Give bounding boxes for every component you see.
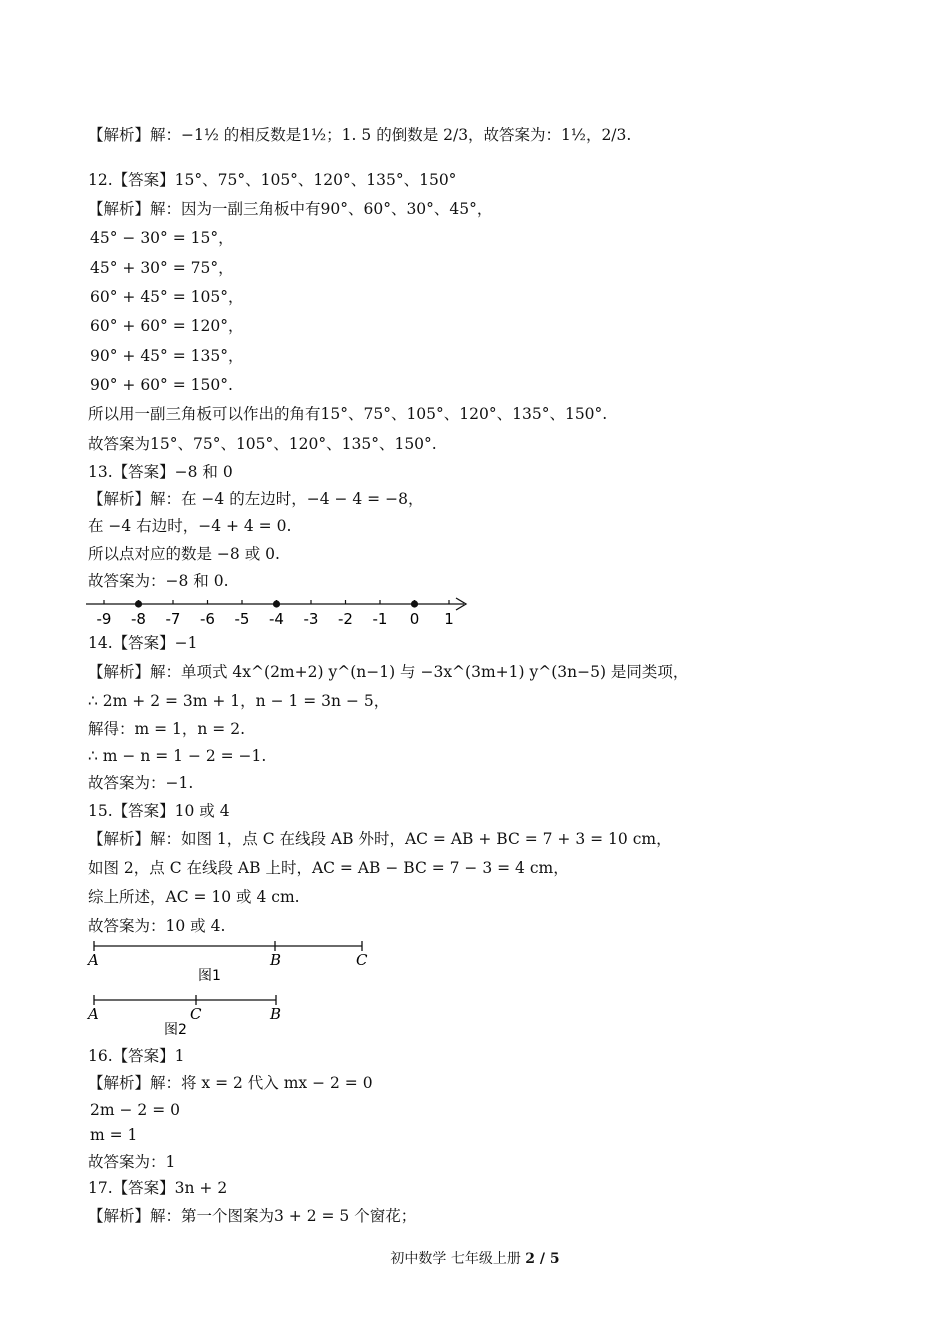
number-line-tick-label: -8 — [131, 610, 146, 628]
segment-figure-1 — [86, 938, 386, 986]
number-line-point — [411, 600, 418, 607]
text-line: ∴ m − n = 1 − 2 = −1. — [88, 747, 267, 765]
equation-line: 45° + 30° = 75°， — [90, 259, 234, 277]
text-line: 【解析】解：因为一副三角板中有90°、60°、30°、45°， — [88, 200, 493, 218]
page-number: 2 / 5 — [525, 1251, 560, 1267]
segment-figure-2 — [86, 992, 386, 1040]
equation-line: 45° − 30° = 15°， — [90, 229, 234, 247]
answer-12: 12.【答案】15°、75°、105°、120°、135°、150° — [88, 171, 457, 189]
equation-line: 90° + 60° = 150°. — [90, 376, 233, 394]
number-line-point — [135, 600, 142, 607]
text-line: ∴ 2m + 2 = 3m + 1，n − 1 = 3n − 5， — [88, 692, 390, 710]
number-line-tick-label: -6 — [200, 610, 215, 628]
equation-line: 90° + 45° = 135°， — [90, 347, 244, 365]
text-line: 综上所述，AC = 10 或 4 cm. — [88, 888, 300, 906]
text-line: 故答案为：1 — [88, 1153, 176, 1171]
number-line-tick-label: 1 — [444, 610, 454, 628]
point-label: A — [88, 951, 99, 969]
text-line: 故答案为：−1. — [88, 774, 194, 792]
page-footer — [0, 1248, 950, 1268]
point-label: A — [88, 1005, 99, 1023]
number-line-tick-label: -3 — [303, 610, 319, 628]
point-label: C — [356, 951, 368, 969]
point-label: C — [190, 1005, 202, 1023]
equation-line: 60° + 60° = 120°， — [90, 317, 244, 335]
text-line: 所以用一副三角板可以作出的角有15°、75°、105°、120°、135°、150°. — [88, 405, 608, 423]
text-line: 【解析】解：第一个图案为3 + 2 = 5 个窗花； — [88, 1207, 417, 1225]
number-line-tick-label: 0 — [409, 610, 420, 628]
answer-13: 13.【答案】−8 和 0 — [88, 463, 233, 481]
text-line: 所以点对应的数是 −8 或 0. — [88, 545, 280, 563]
text-line: 解得：m = 1，n = 2. — [88, 720, 246, 738]
text-line: 【解析】解：在 −4 的左边时，−4 − 4 = −8， — [88, 490, 424, 508]
text-line: 【解析】解：如图 1，点 C 在线段 AB 外时，AC = AB + BC = 7 + 3 = 10 cm， — [88, 830, 672, 848]
equation-line: m = 1 — [90, 1126, 138, 1144]
text-line: 【解析】解：单项式 4x^(2m+2) y^(n−1) 与 −3x^(3m+1) y^(3n−5) 是同类项， — [88, 663, 689, 681]
equation-line: 2m − 2 = 0 — [90, 1101, 180, 1119]
text-line: 故答案为：−8 和 0. — [88, 572, 229, 590]
answer-14: 14.【答案】−1 — [88, 634, 198, 652]
text-line: 在 −4 右边时，−4 + 4 = 0. — [88, 517, 292, 535]
point-label: B — [270, 951, 282, 969]
text-line: 故答案为：10 或 4. — [88, 917, 226, 935]
text-line: 如图 2，点 C 在线段 AB 上时，AC = AB − BC = 7 − 3 = 4 cm， — [88, 859, 569, 877]
point-label: B — [270, 1005, 282, 1023]
figure-caption: 图1 — [198, 968, 221, 984]
number-line-tick-label: -4 — [269, 610, 284, 628]
number-line-tick-label: -1 — [372, 610, 388, 628]
number-line-tick-label: -5 — [234, 610, 250, 628]
equation-line: 60° + 45° = 105°， — [90, 288, 244, 306]
number-line-tick-label: -2 — [338, 610, 353, 628]
answer-17: 17.【答案】3n + 2 — [88, 1179, 228, 1197]
text-line: 【解析】解：将 x = 2 代入 mx − 2 = 0 — [88, 1074, 373, 1092]
number-line-point — [273, 600, 280, 607]
number-line-figure — [86, 592, 476, 628]
text-line: 故答案为15°、75°、105°、120°、135°、150°. — [88, 435, 437, 453]
text-line: 【解析】解：−1½ 的相反数是1½；1. 5 的倒数是 2/3，故答案为：1½，2/3. — [88, 126, 632, 144]
answer-16: 16.【答案】1 — [88, 1047, 185, 1065]
number-line-tick-label: -9 — [96, 610, 112, 628]
number-line-tick-label: -7 — [165, 610, 181, 628]
answer-15: 15.【答案】10 或 4 — [88, 802, 230, 820]
footer-title: 初中数学 七年级上册 — [390, 1251, 521, 1267]
figure-caption: 图2 — [164, 1022, 187, 1038]
